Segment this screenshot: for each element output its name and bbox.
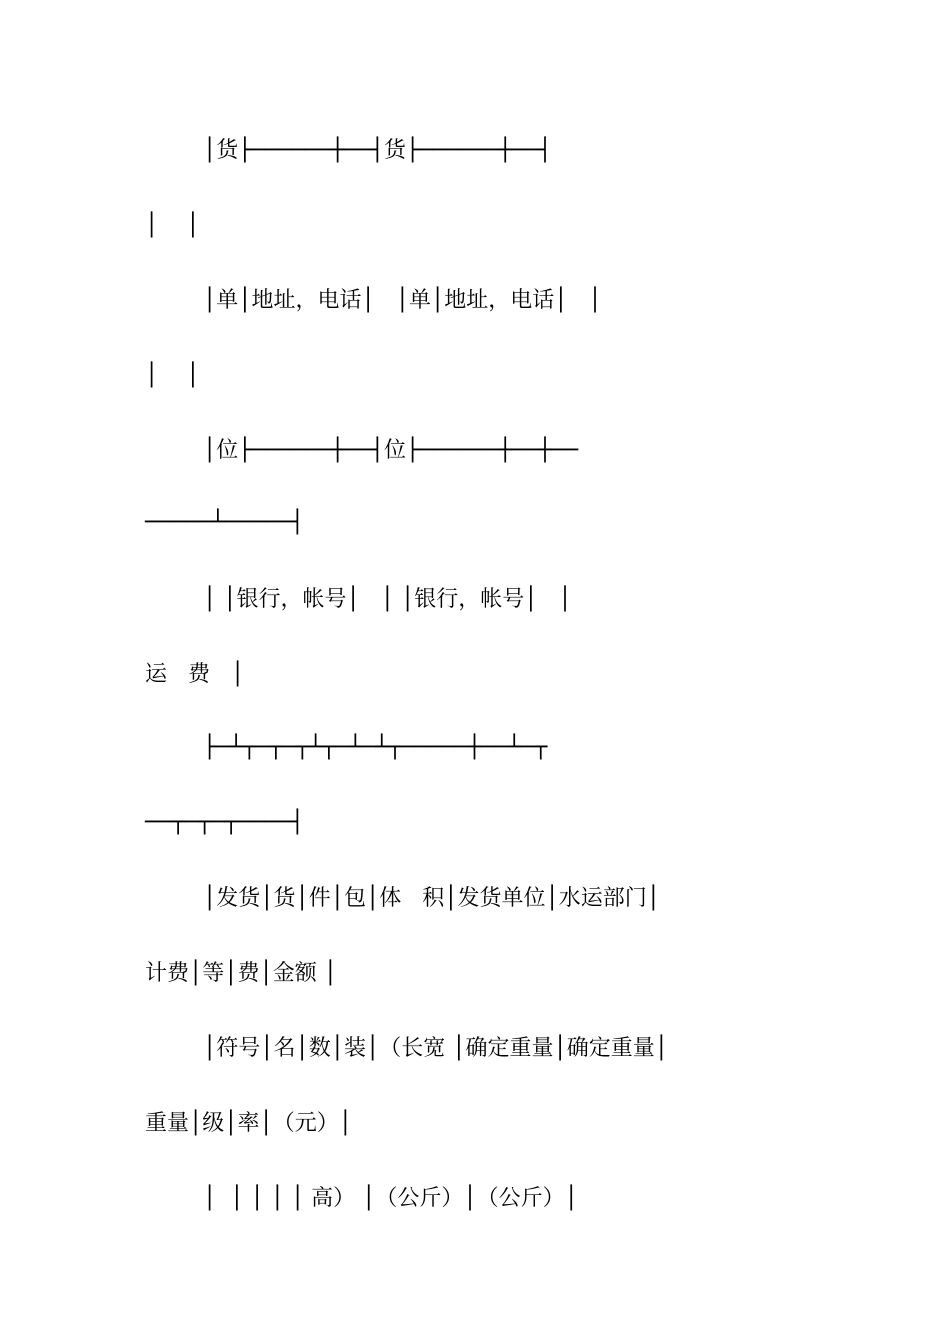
form-row-column-headers-3: │ │ │ │ │ 高） │（公斤）│（公斤）│ [203,1186,578,1211]
form-row-unit-divider: │位├──────┼──┤位├──────┼──┼── [203,438,579,463]
form-row-freight-label: 运 费 │ [145,662,245,687]
form-row-continuation: │ │ [145,213,200,238]
form-row-divider-continuation: ─────┴─────┤ [145,510,304,535]
form-row-shipper-consignee-top: │货├──────┼──┤货├──────┼──┤ [203,138,552,163]
form-row-column-headers-2: │符号│名│数│装│（长宽 │确定重量│确定重量│ [203,1036,668,1061]
form-row-column-headers-1-continuation: 计费│等│费│金额 │ [145,961,337,986]
form-row-unit-address: │单│地址，电话│ │单│地址，电话│ │ [203,288,602,313]
form-row-bank-account: │ │银行，帐号│ │ │银行，帐号│ │ [203,587,572,612]
form-row-column-headers-1: │发货│货│件│包│体 积│发货单位│水运部门│ [203,886,660,911]
form-row-column-headers-2-continuation: 重量│级│率│（元）│ [145,1111,352,1136]
form-row-table-divider: ├─┴┬─┬─┬┴┬─┴─┴┬─────┼──┴─┬ [203,735,548,760]
form-row-table-divider-continuation: ──┬─┬─┬────┤ [145,810,304,835]
form-row-continuation: │ │ [145,363,200,388]
